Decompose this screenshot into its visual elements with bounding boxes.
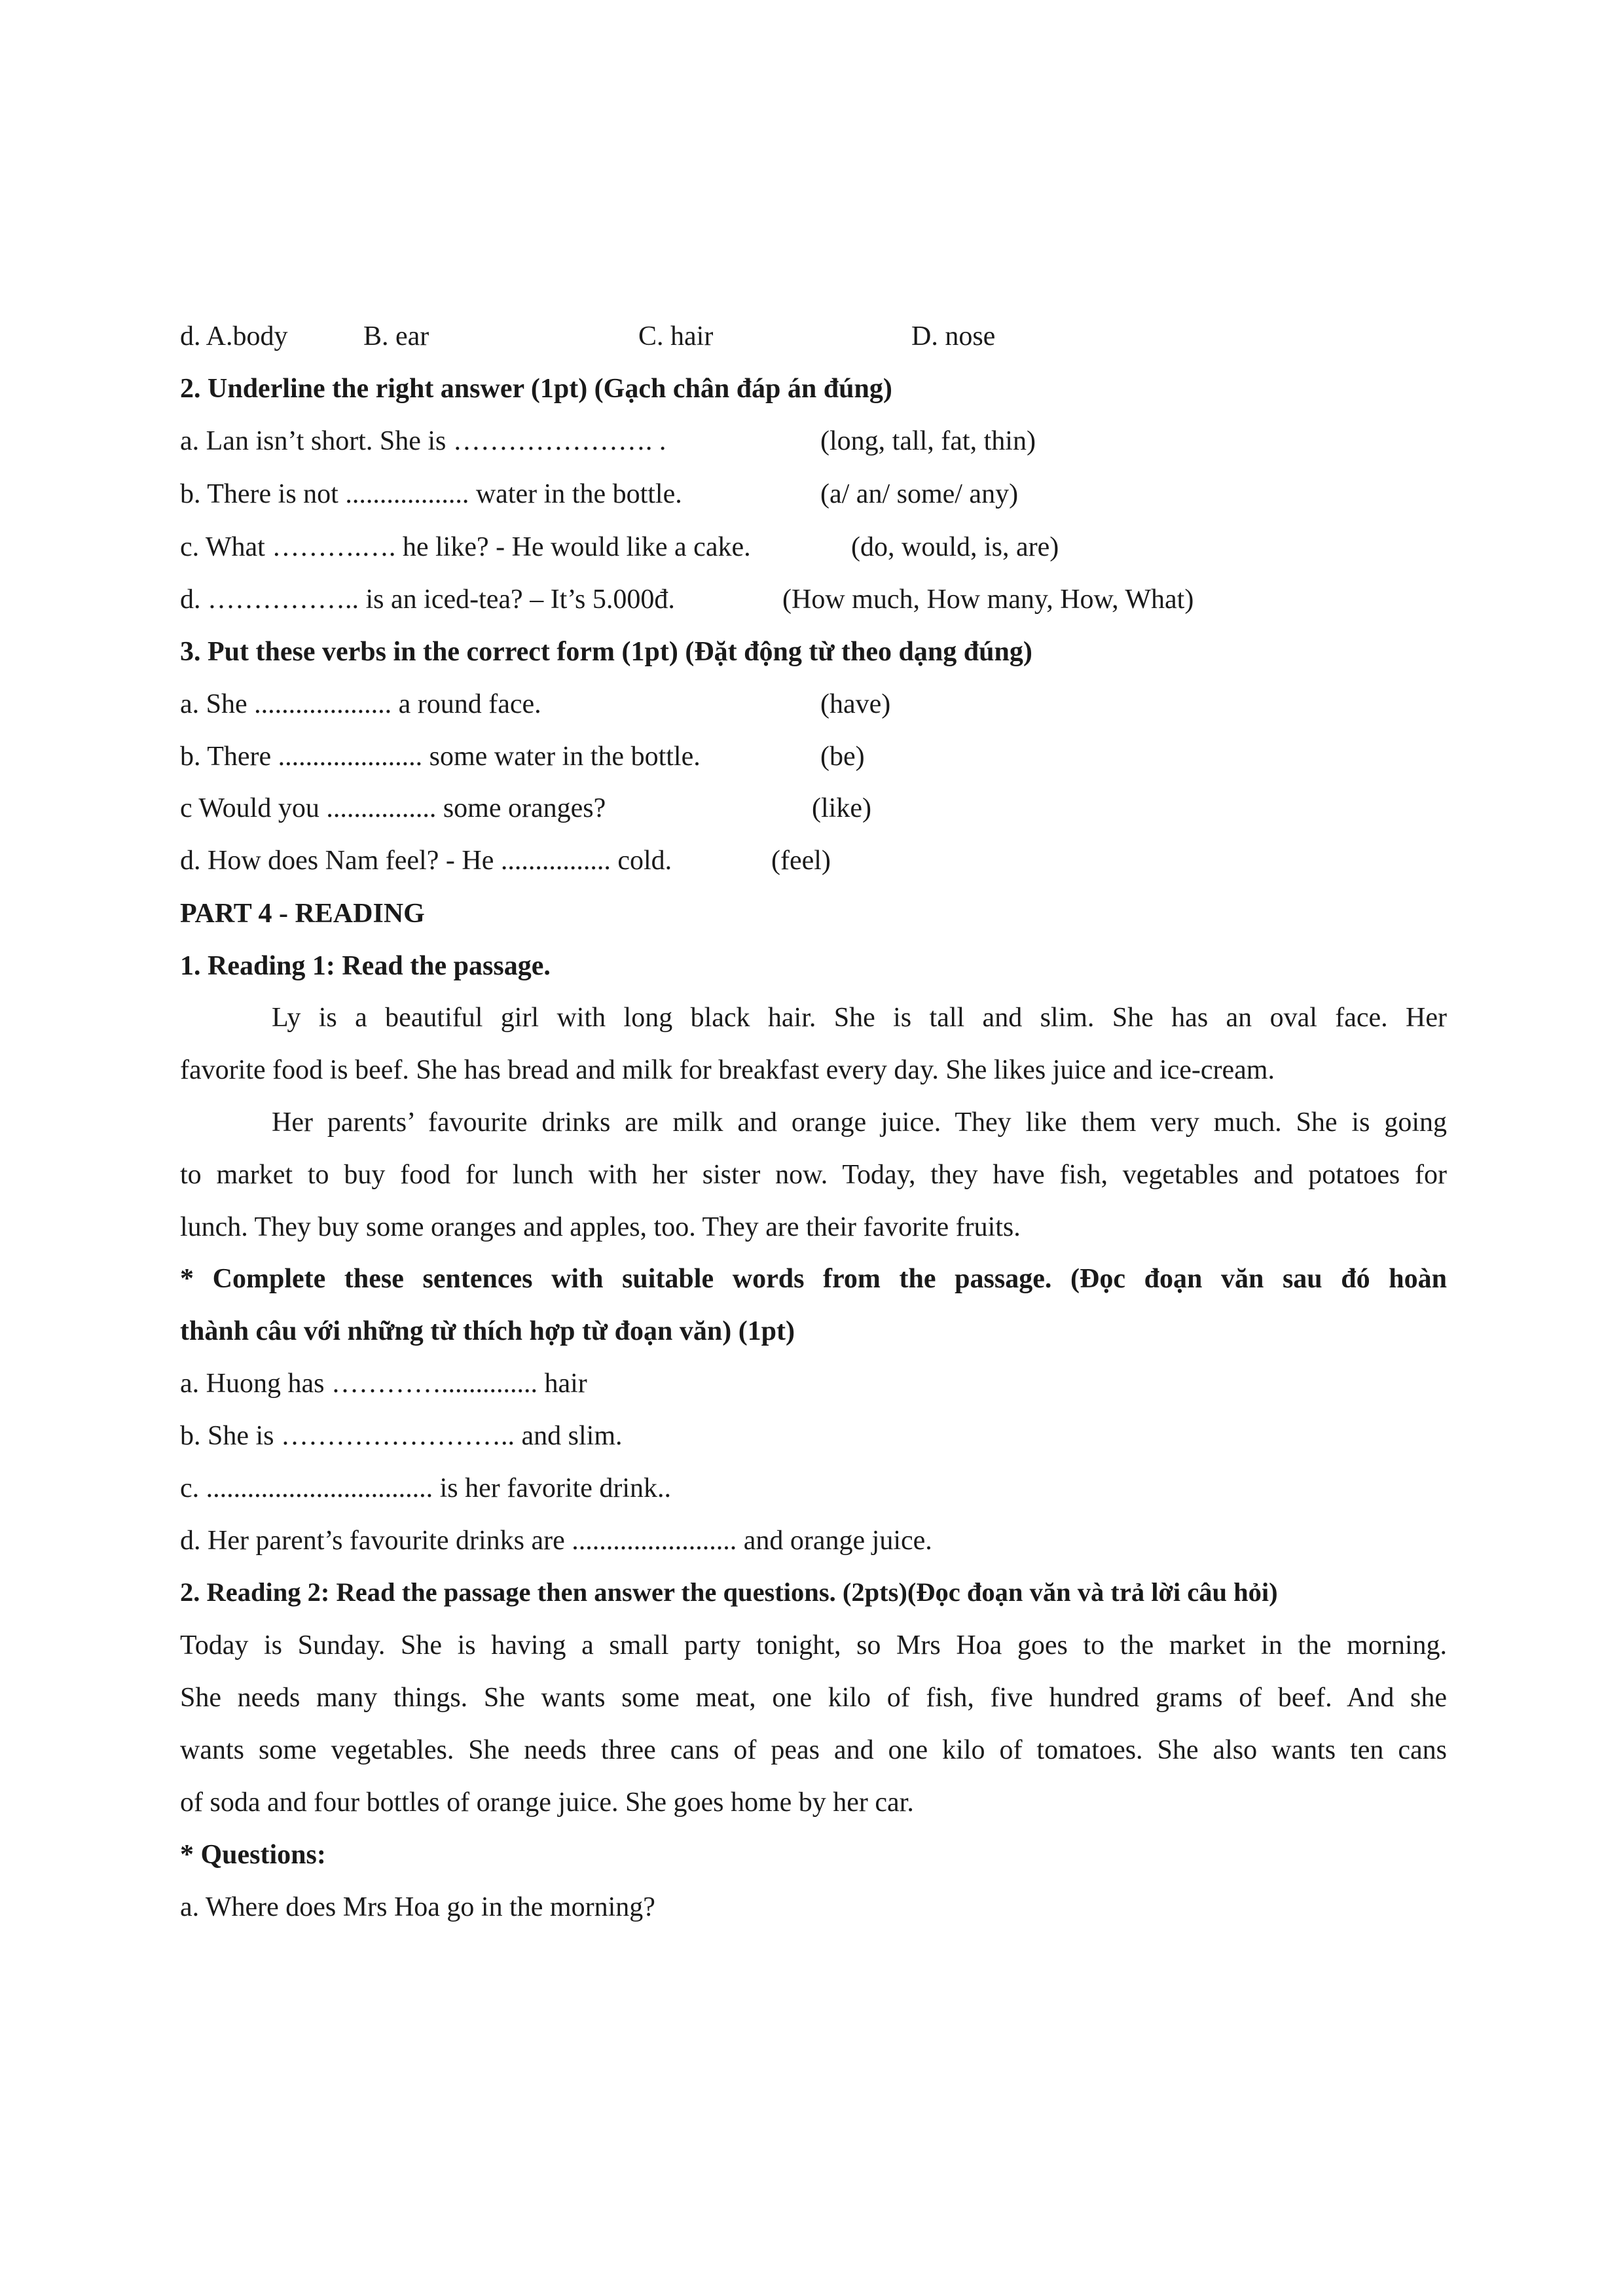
reading2-questions-label: * Questions: [180,1840,326,1870]
section3-item-b-verb: (be) [820,742,865,772]
section2-item-b-options: (a/ an/ some/ any) [820,479,1019,509]
q1d-label: d. A.body [180,321,288,351]
section2-heading: 2. Underline the right answer (1pt) (Gạch chân đáp án đúng) [180,374,892,404]
reading1-passage-line: to market to buy food for lunch with her sister now. Today, they have fish, vegetables and potatoes for [180,1160,1447,1190]
section2-item-a: a. Lan isn’t short. She is …………………. . [180,426,666,456]
reading1-item-c: c. ................................. is her favorite drink.. [180,1473,672,1503]
reading2-passage-line: of soda and four bottles of orange juice. She goes home by her car. [180,1787,914,1818]
reading1-task-line: * Complete these sentences with suitable words from the passage. (Đọc đoạn văn sau đó hoàn [180,1264,1447,1294]
section3-item-d: d. How does Nam feel? - He ................ cold. [180,846,672,876]
section3-item-c-verb: (like) [812,793,871,823]
section3-item-a-verb: (have) [820,689,891,719]
reading1-passage-line: Ly is a beautiful girl with long black hair. She is tall and slim. She has an oval face. Her [272,1003,1447,1033]
section2-item-d: d. …………….. is an iced-tea? – It’s 5.000đ. [180,584,675,615]
section3-heading: 3. Put these verbs in the correct form (1pt) (Đặt động từ theo dạng đúng) [180,637,1032,667]
reading2-question-a: a. Where does Mrs Hoa go in the morning? [180,1892,655,1922]
section2-item-d-options: (How much, How many, How, What) [782,584,1194,615]
part4-title: PART 4 - READING [180,899,425,929]
reading1-heading: 1. Reading 1: Read the passage. [180,951,551,981]
section3-item-c: c Would you ................ some oranges? [180,793,606,823]
reading1-item-d: d. Her parent’s favourite drinks are ........................ and orange juice. [180,1526,932,1556]
section2-item-c: c. What ……….…. he like? - He would like a cake. [180,532,751,562]
reading2-passage-line: Today is Sunday. She is having a small party tonight, so Mrs Hoa goes to the market in the morning. [180,1630,1447,1660]
q1d-option-b: B. ear [363,321,429,351]
q1d-option-c: C. hair [638,321,714,351]
section2-item-c-options: (do, would, is, are) [851,532,1059,562]
reading1-passage-line: lunch. They buy some oranges and apples, too. They are their favorite fruits. [180,1212,1021,1242]
reading1-item-b: b. She is …………………….. and slim. [180,1421,623,1451]
reading1-passage-line: Her parents’ favourite drinks are milk and orange juice. They like them very much. She is going [272,1107,1447,1138]
q1d-option-d: D. nose [911,321,996,351]
reading1-task-line: thành câu với những từ thích hợp từ đoạn văn) (1pt) [180,1316,795,1346]
reading1-passage-line: favorite food is beef. She has bread and milk for breakfast every day. She likes juice and ice-cream. [180,1055,1275,1085]
reading1-item-a: a. Huong has ………….............. hair [180,1369,587,1399]
reading2-passage-line: She needs many things. She wants some meat, one kilo of fish, five hundred grams of beef. And she [180,1683,1447,1713]
section3-item-b: b. There ..................... some water in the bottle. [180,742,701,772]
reading2-passage-line: wants some vegetables. She needs three cans of peas and one kilo of tomatoes. She also wants ten cans [180,1735,1447,1765]
section2-item-a-options: (long, tall, fat, thin) [820,426,1036,456]
section3-item-d-verb: (feel) [771,846,831,876]
section2-item-b: b. There is not .................. water in the bottle. [180,479,682,509]
reading2-heading: 2. Reading 2: Read the passage then answer the questions. (2pts)(Đọc đoạn văn và trả lời câu hỏi) [180,1577,1278,1607]
section3-item-a: a. She .................... a round face. [180,689,541,719]
